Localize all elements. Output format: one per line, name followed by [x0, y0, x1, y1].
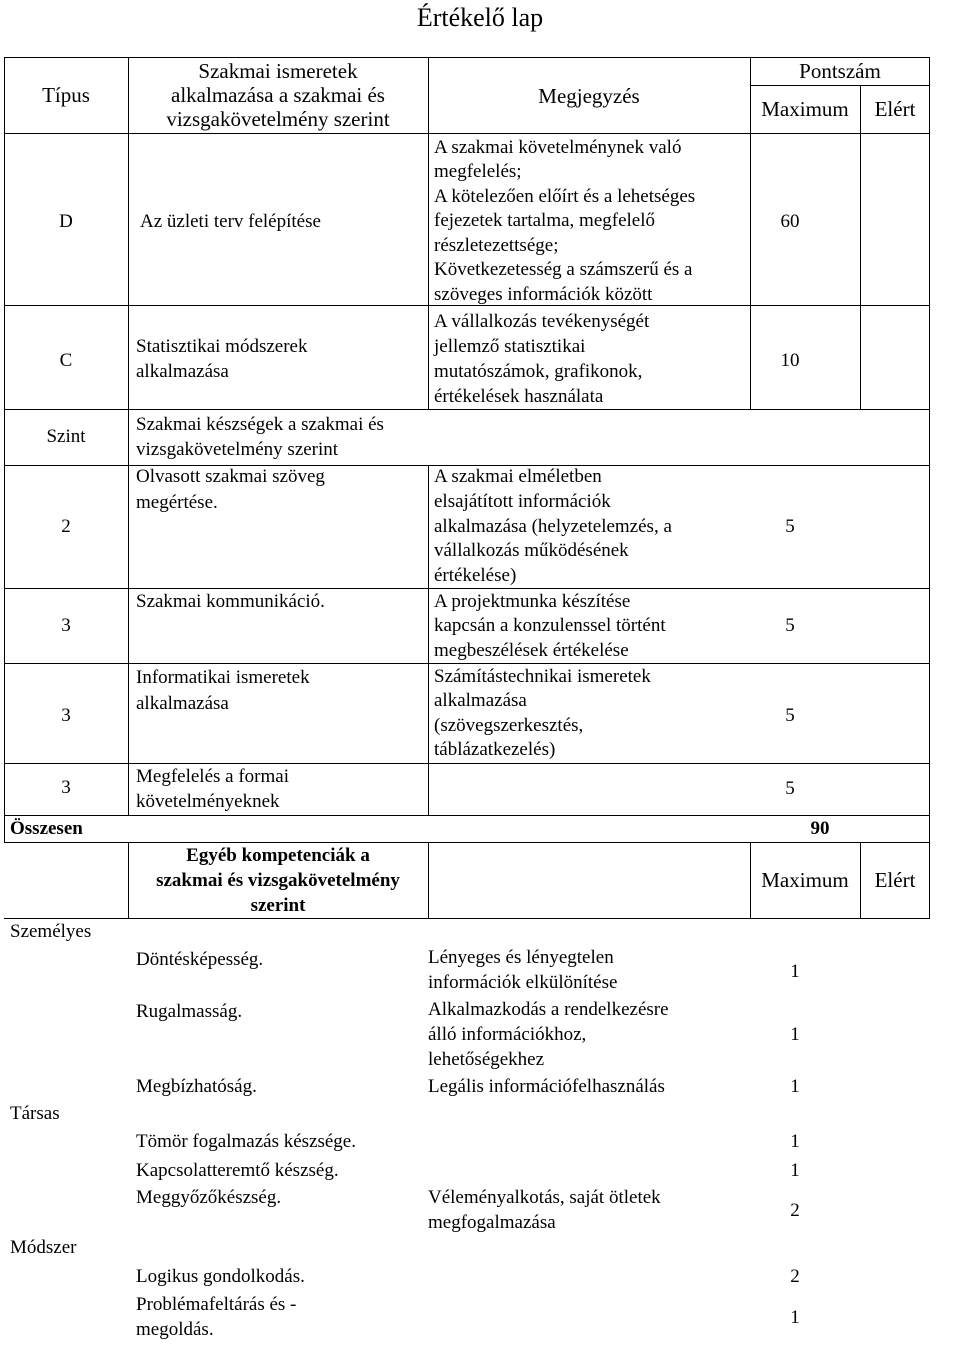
cell-text: szakmai és vizsgakövetelmény	[156, 870, 400, 891]
cell-text: A kötelezően előírt és a lehetséges	[434, 186, 696, 207]
cell-text: 1	[790, 1024, 800, 1045]
cell-text: Alkalmazkodás a rendelkezésre	[428, 999, 669, 1020]
cell-text: A projektmunka készítése	[434, 591, 631, 612]
table-rule	[4, 588, 930, 589]
cell-text: 1	[790, 1307, 800, 1328]
cell-text: A szakmai követelménynek való	[434, 137, 682, 158]
cell-text: 1	[790, 1160, 800, 1181]
cell-text: szöveges információk között	[434, 284, 653, 305]
cell-text: Szakmai kommunikáció.	[136, 591, 325, 612]
cell-text: 5	[785, 705, 795, 726]
cell-text: megbeszélések értékelése	[434, 640, 629, 661]
cell-text: 2	[790, 1266, 800, 1287]
cell-text: Logikus gondolkodás.	[136, 1266, 305, 1287]
cell-text: Egyéb kompetenciák a	[186, 845, 370, 866]
cell-text: Olvasott szakmai szöveg	[136, 466, 325, 487]
table-rule	[4, 918, 930, 919]
cell-text: Szakmai készségek a szakmai és	[136, 414, 384, 435]
cell-text: megfogalmazása	[428, 1212, 556, 1233]
cell-text: Megbízhatóság.	[136, 1076, 257, 1097]
cell-text: alkalmazása a szakmai és	[171, 83, 385, 107]
cell-text: Legális információfelhasználás	[428, 1076, 665, 1097]
table-rule	[428, 465, 429, 815]
cell-text: értékelések használata	[434, 386, 604, 407]
table-rule	[4, 133, 930, 134]
cell-text: Következetesség a számszerű és a	[434, 259, 693, 280]
cell-text: Az üzleti terv felépítése	[140, 211, 321, 232]
cell-text: alkalmazása	[434, 690, 527, 711]
cell-text: 5	[785, 516, 795, 537]
cell-text: Véleményalkotás, saját ötletek	[428, 1187, 661, 1208]
table-rule	[428, 842, 429, 918]
cell-text: Megfelelés a formai	[136, 766, 289, 787]
cell-text: Informatikai ismeretek	[136, 667, 310, 688]
cell-text: 60	[780, 211, 800, 232]
cell-text: 2	[790, 1200, 800, 1221]
cell-text: táblázatkezelés)	[434, 739, 556, 760]
cell-text: vizsgakövetelmény szerint	[166, 107, 390, 131]
table-rule	[428, 57, 429, 409]
cell-text: 3	[61, 615, 71, 636]
cell-text: Problémafeltárás és -	[136, 1294, 297, 1315]
header-note: Megjegyzés	[538, 84, 640, 108]
cell-text: alkalmazása	[136, 693, 229, 714]
cell-text: Döntésképesség.	[136, 949, 264, 970]
cell-text: 3	[61, 705, 71, 726]
table-rule	[4, 815, 930, 816]
cell-text: 2	[61, 516, 71, 537]
cell-text: követelményeknek	[136, 791, 280, 812]
cell-text: alkalmazása	[136, 361, 229, 382]
cell-text: jellemző statisztikai	[434, 336, 586, 357]
cell-text: megfelelés;	[434, 161, 522, 182]
table-rule	[929, 57, 930, 918]
category-label: Társas	[10, 1103, 60, 1124]
cell-text: C	[59, 350, 73, 371]
cell-text: részletezettsége;	[434, 235, 559, 256]
cell-text: elsajátított információk	[434, 491, 611, 512]
cell-text: megértése.	[136, 492, 218, 513]
cell-text: Lényeges és lényegtelen	[428, 947, 614, 968]
table-rule	[4, 842, 930, 843]
cell-text: 3	[61, 777, 71, 798]
table-rule	[4, 57, 930, 58]
cell-text: szerint	[250, 895, 306, 916]
cell-text: Kapcsolatteremtő készség.	[136, 1160, 339, 1181]
cell-text: A szakmai elméletben	[434, 466, 602, 487]
table-rule	[4, 763, 930, 764]
header-type: Típus	[42, 83, 90, 107]
cell-text: Szint	[46, 426, 86, 447]
table-rule	[750, 85, 930, 86]
cell-text: lehetőségekhez	[428, 1049, 545, 1070]
cell-text: Számítástechnikai ismeretek	[434, 666, 651, 687]
cell-text: 5	[785, 778, 795, 799]
cell-text: (szövegszerkesztés,	[434, 715, 584, 736]
header-max: Maximum	[761, 97, 849, 121]
cell-text: vállalkozás működésének	[434, 540, 629, 561]
cell-text: Rugalmasság.	[136, 1001, 243, 1022]
cell-text: vizsgakövetelmény szerint	[136, 439, 339, 460]
cell-text: értékelése)	[434, 565, 517, 586]
cell-text: A vállalkozás tevékenységét	[434, 311, 650, 332]
cell-text: Összesen	[10, 818, 83, 839]
cell-text: 90	[810, 818, 830, 839]
cell-text: fejezetek tartalma, megfelelő	[434, 210, 656, 231]
cell-text: 5	[785, 615, 795, 636]
cell-text: 1	[790, 1131, 800, 1152]
category-label: Módszer	[10, 1237, 77, 1258]
cell-text: 1	[790, 961, 800, 982]
category-label: Személyes	[10, 921, 92, 942]
cell-text: Elért	[874, 868, 916, 892]
cell-text: álló információkhoz,	[428, 1024, 587, 1045]
cell-text: Tömör fogalmazás készsége.	[136, 1131, 356, 1152]
cell-text: Maximum	[761, 868, 849, 892]
table-rule	[4, 409, 930, 410]
cell-text: 1	[790, 1076, 800, 1097]
table-rule	[4, 663, 930, 664]
cell-text: kapcsán a konzulenssel történt	[434, 615, 666, 636]
cell-text: alkalmazása (helyzetelemzés, a	[434, 516, 672, 537]
cell-text: 10	[780, 350, 800, 371]
header-achieved: Elért	[874, 97, 916, 121]
page-title: Értékelő lap	[416, 3, 544, 32]
table-rule	[128, 57, 129, 815]
cell-text: mutatószámok, grafikonok,	[434, 361, 643, 382]
cell-text: Meggyőzőkészség.	[136, 1187, 282, 1208]
table-rule	[860, 85, 861, 409]
header-points: Pontszám	[799, 59, 881, 83]
cell-text: Szakmai ismeretek	[198, 59, 358, 83]
cell-text: megoldás.	[136, 1319, 214, 1340]
cell-text: Statisztikai módszerek	[136, 336, 308, 357]
cell-text: D	[59, 211, 73, 232]
cell-text: információk elkülönítése	[428, 972, 618, 993]
